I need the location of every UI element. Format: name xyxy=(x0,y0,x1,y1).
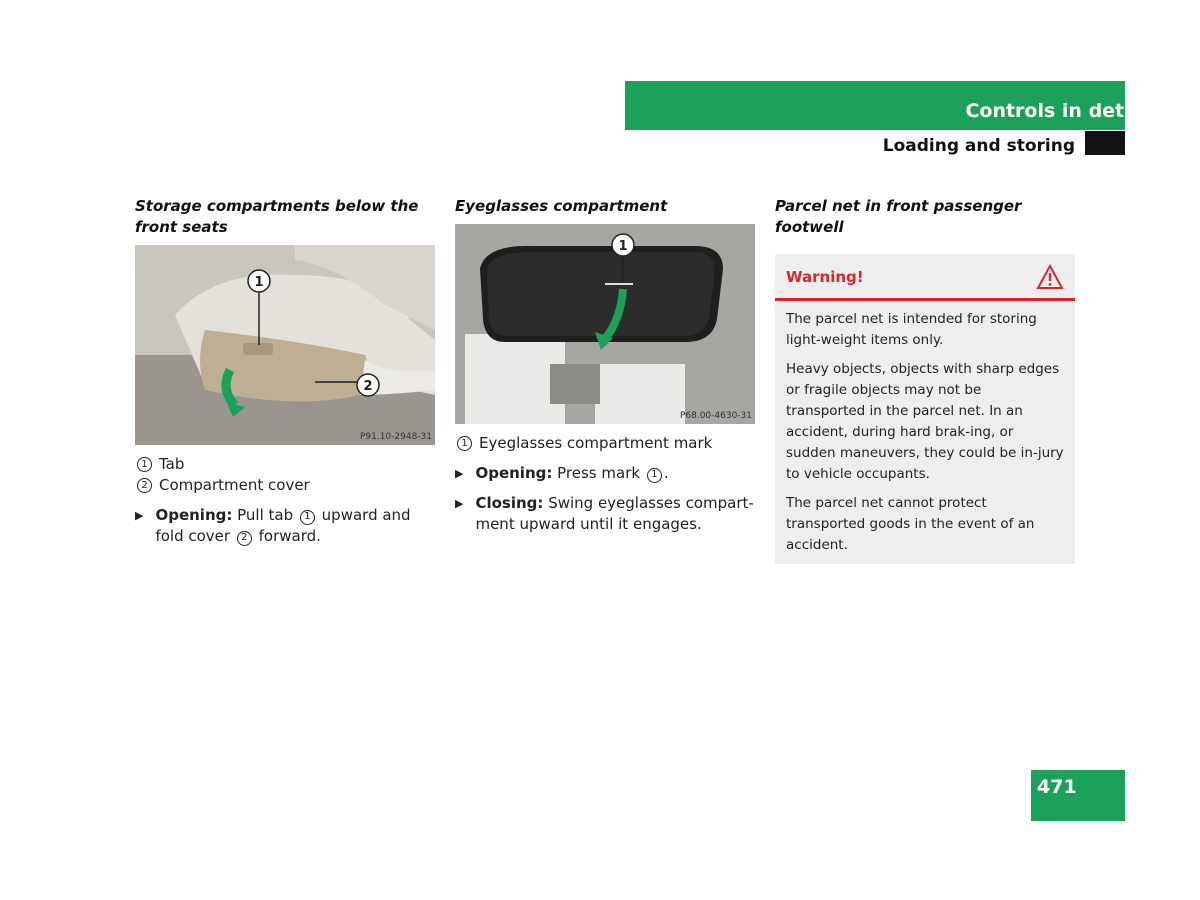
eyeglasses-illustration xyxy=(455,224,755,424)
seat-storage-figure xyxy=(135,245,435,445)
section-heading: Eyeglasses compartment xyxy=(455,197,668,215)
bullet-arrow-icon: ▶ xyxy=(135,509,144,522)
legend-text: Tab xyxy=(159,455,185,473)
eyeglasses-figure xyxy=(455,224,755,424)
warning-box xyxy=(775,254,1075,564)
instruction-text: Opening: Press mark 1 . xyxy=(475,464,669,482)
chapter-title: Controls in detail xyxy=(965,100,1150,122)
legend-item xyxy=(135,475,437,496)
instruction-step xyxy=(455,463,757,484)
column-parcel-net xyxy=(775,196,1077,564)
instruction-text: Opening: Pull tab 1 upward and fold cover 2 forward. xyxy=(155,506,411,545)
instruction-text: Closing: Swing eyeglasses compart-ment upward until it engages. xyxy=(475,494,754,533)
legend-text: Eyeglasses compartment mark xyxy=(479,434,713,452)
warning-triangle-icon xyxy=(1036,264,1064,290)
legend-number: 2 xyxy=(137,478,152,493)
bullet-arrow-icon: ▶ xyxy=(455,497,464,510)
instruction-step xyxy=(135,505,437,547)
figure-marker-1: 1 xyxy=(254,275,264,290)
column-eyeglasses xyxy=(455,196,757,535)
figure-marker-1: 1 xyxy=(618,239,628,254)
warning-paragraph: The parcel net cannot protect transported goods in the event of an accident. xyxy=(786,495,1035,553)
warning-title: Warning! xyxy=(786,268,864,286)
figure-code: P68.00-4630-31 xyxy=(679,411,752,421)
warning-paragraph: The parcel net is intended for storing light-weight items only. xyxy=(786,311,1037,348)
column-storage-seats xyxy=(135,196,437,547)
legend-number: 1 xyxy=(137,457,152,472)
figure-code: P91.10-2948-31 xyxy=(359,432,432,442)
warning-body xyxy=(775,309,1075,556)
seat-storage-illustration xyxy=(135,245,435,445)
section-marker xyxy=(1085,131,1125,155)
figure-legend xyxy=(455,433,757,454)
warning-paragraph: Heavy objects, objects with sharp edges or fragile objects may not be transported in the parcel net. In an accident, during hard brak-ing, or sudden maneuvers, they could be in-jury to vehicle occupants. xyxy=(786,361,1064,482)
warning-header xyxy=(775,254,1075,301)
instruction-step xyxy=(455,493,757,535)
section-heading: Parcel net in front passenger footwell xyxy=(775,197,1022,236)
legend-item xyxy=(135,454,437,475)
figure-legend xyxy=(135,454,437,496)
section-title: Loading and storing xyxy=(882,136,1075,156)
figure-marker-2: 2 xyxy=(363,379,373,394)
page-number: 471 xyxy=(1037,776,1077,798)
legend-item xyxy=(455,433,757,454)
legend-text: Compartment cover xyxy=(159,476,310,494)
section-heading: Storage compartments below the front seats xyxy=(135,197,419,236)
bullet-arrow-icon: ▶ xyxy=(455,467,464,480)
legend-number: 1 xyxy=(457,436,472,451)
